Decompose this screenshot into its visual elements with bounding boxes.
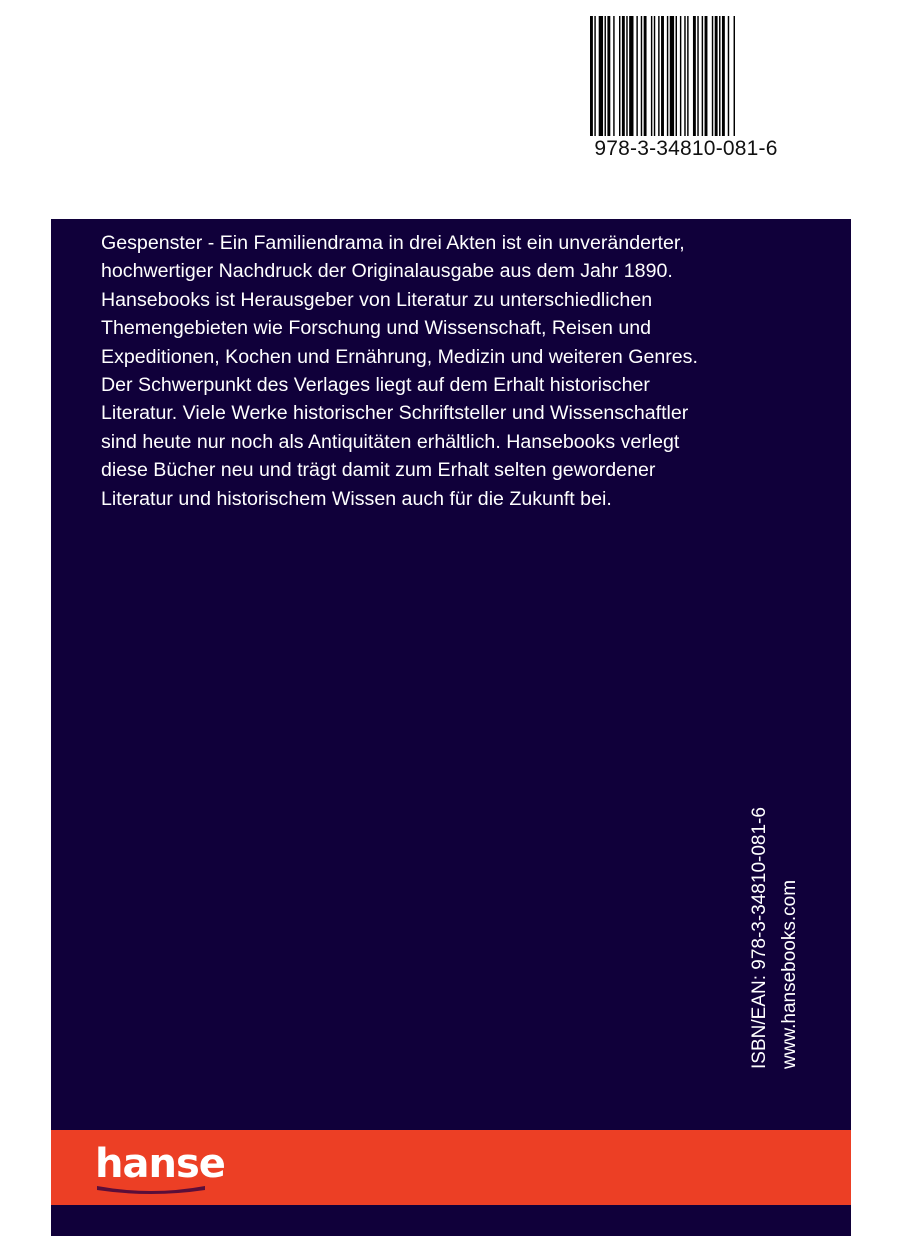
barcode-bars [590,16,782,136]
barcode-digits: 978-3-34810-081-6 [594,137,778,160]
blurb-line: sind heute nur noch als Antiquitäten erhältlich. Hansebooks verlegt [101,430,680,453]
logo-swoosh-icon [95,1182,207,1194]
blurb-line: diese Bücher neu und trägt damit zum Erhalt selten gewordener [101,459,656,482]
blurb-line: Hansebooks ist Herausgeber von Literatur zu unterschiedlichen [101,288,653,311]
spine-info [745,759,805,1069]
blurb-line: Gespenster - Ein Familiendrama in drei Akten ist ein unveränderter, [101,232,685,254]
isbn-label: ISBN/EAN: 978-3-34810-081-6 [749,807,770,1069]
barcode [584,14,788,164]
publisher-band [51,1130,851,1205]
back-cover [51,219,851,1236]
blurb-line: Expeditionen, Kochen und Ernährung, Medizin und weiteren Genres. [101,345,698,368]
blurb-text [101,229,811,513]
blurb-line: Der Schwerpunkt des Verlages liegt auf dem Erhalt historischer [101,374,650,397]
blurb-line: Themengebieten wie Forschung und Wissenschaft, Reisen und [101,317,652,340]
blurb-line: Literatur und historischem Wissen auch für die Zukunft bei. [101,487,612,510]
blurb-line: Literatur. Viele Werke historischer Schriftsteller und Wissenschaftler [101,402,689,425]
website-label: www.hansebooks.com [779,879,800,1069]
hanse-logo: hanse [95,1141,225,1187]
blurb-line: hochwertiger Nachdruck der Originalausgabe aus dem Jahr 1890. [101,260,673,283]
